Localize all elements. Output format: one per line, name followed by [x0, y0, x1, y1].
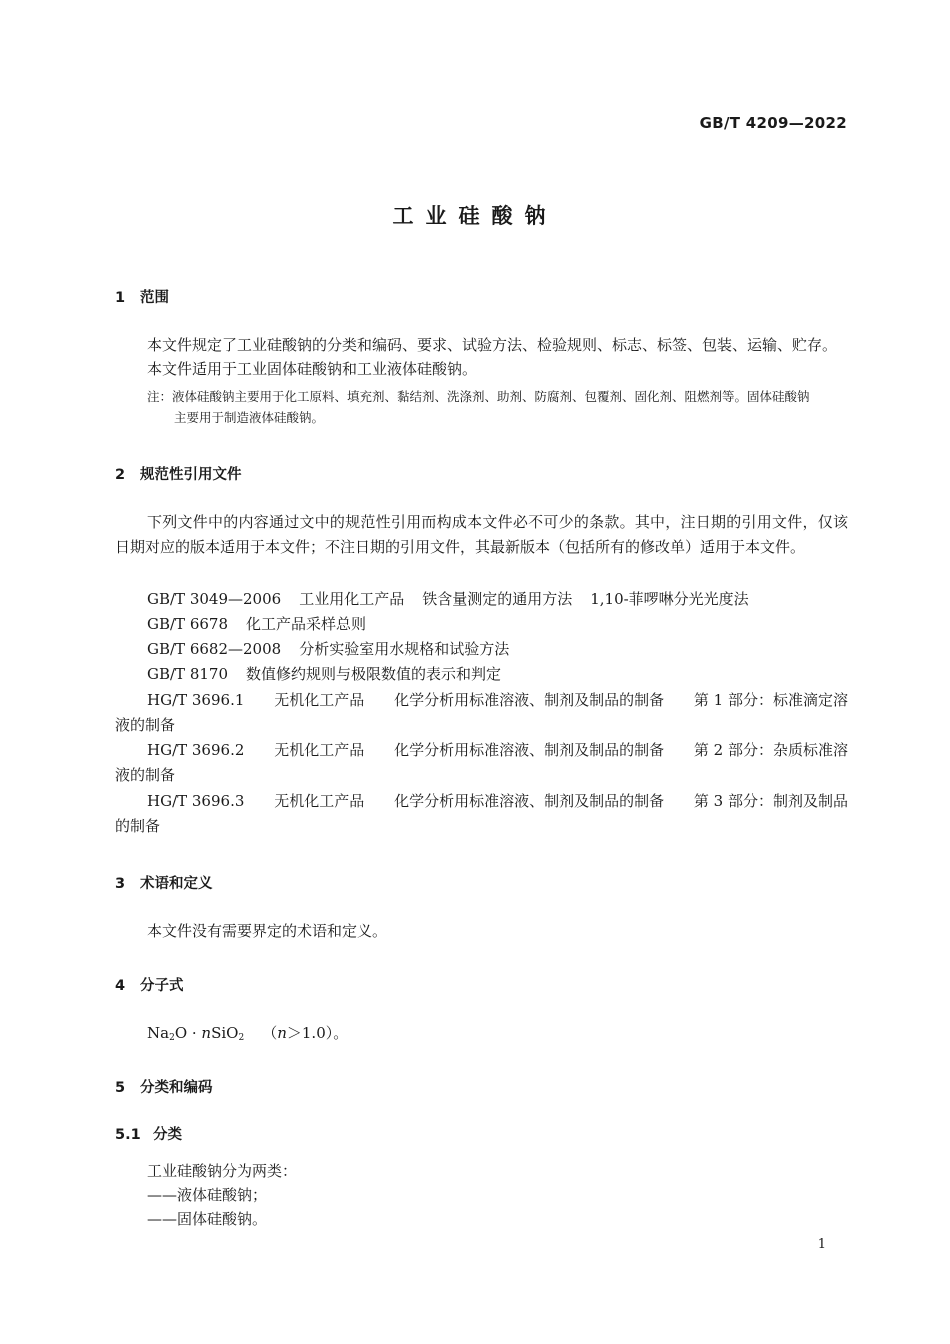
formula-part: O ·: [174, 1024, 202, 1042]
scope-paragraph-2: 本文件适用于工业固体硅酸钠和工业液体硅酸钠。: [147, 360, 478, 378]
section-1-heading: [115, 286, 169, 307]
formula-subscript: 2: [238, 1033, 245, 1043]
list-item: ——固体硅酸钠。: [147, 1210, 268, 1228]
reference-code: HG/T 3696.3: [147, 792, 245, 810]
reference-item: [115, 662, 848, 687]
formula-part: SiO: [211, 1024, 239, 1042]
subsection-title: 分类: [153, 1127, 182, 1143]
section-title: 规范性引用文件: [140, 467, 242, 483]
reference-title: 铁含量测定的通用方法: [422, 590, 573, 608]
section-4-heading: [115, 974, 184, 995]
reference-continuation: 液的制备: [115, 766, 176, 784]
formula-subscript: 2: [169, 1033, 175, 1043]
list-item: ——液体硅酸钠；: [147, 1186, 268, 1204]
reference-code: GB/T 6678: [147, 615, 229, 633]
formula-part: Na: [147, 1024, 170, 1042]
reference-continuation: 液的制备: [115, 716, 176, 734]
standard-number: GB/T 4209—2022: [699, 114, 847, 132]
note-text-line-2: 主要用于制造液体硅酸钠。: [174, 410, 325, 425]
reference-title: 数值修约规则与极限数值的表示和判定: [246, 665, 502, 683]
reference-title: 化学分析用标准溶液、制剂及制品的制备: [394, 792, 665, 810]
subsection-5-1-heading: [115, 1123, 182, 1144]
section-number: 5: [115, 1080, 126, 1096]
section-2-heading: [115, 463, 242, 484]
reference-title: 无机化工产品: [274, 741, 365, 759]
formula-variable: n: [277, 1024, 287, 1042]
reference-title: 化学分析用标准溶液、制剂及制品的制备: [394, 691, 665, 709]
section-number: 2: [115, 467, 126, 483]
reference-item: [115, 738, 848, 788]
reference-title: 分析实验室用水规格和试验方法: [299, 640, 510, 658]
section-title: 范围: [140, 290, 169, 306]
reference-title: 第 3 部分：制剂及制品: [693, 792, 848, 810]
section-number: 1: [115, 290, 126, 306]
reference-item: [115, 789, 848, 839]
references-intro: 下列文件中的内容通过文中的规范性引用而构成本文件必不可少的条款。其中，注日期的引用文件，仅该日期对应的版本适用于本文件；不注日期的引用文件，其最新版本（包括所有的修改单）适用于本文件。: [115, 513, 848, 556]
note-label: 注：: [147, 389, 173, 404]
reference-item: [115, 612, 848, 637]
reference-code: HG/T 3696.1: [147, 691, 245, 709]
molecular-formula: [147, 1021, 348, 1050]
formula-variable: n: [201, 1024, 212, 1042]
reference-title: 第 2 部分：杂质标准溶: [693, 741, 848, 759]
reference-title: 1,10-菲啰啉分光光度法: [590, 590, 749, 608]
reference-code: HG/T 3696.2: [147, 741, 245, 759]
scope-paragraph-1: 本文件规定了工业硅酸钠的分类和编码、要求、试验方法、检验规则、标志、标签、包装、运输、贮存。: [147, 336, 838, 354]
reference-title: 第 1 部分：标准滴定溶: [693, 691, 848, 709]
page-number: 1: [817, 1237, 826, 1252]
section-title: 分类和编码: [140, 1080, 213, 1096]
reference-title: 工业用化工产品: [299, 590, 405, 608]
section-title: 术语和定义: [140, 876, 213, 892]
section-3-heading: [115, 872, 213, 893]
section-title: 分子式: [140, 978, 184, 994]
reference-continuation: 的制备: [115, 817, 161, 835]
reference-code: GB/T 3049—2006: [147, 590, 282, 608]
scope-note: [147, 386, 848, 428]
formula-condition: ＞1.0）。: [286, 1024, 349, 1042]
reference-item: [115, 587, 848, 612]
reference-title: 无机化工产品: [274, 792, 365, 810]
section-5-heading: [115, 1076, 213, 1097]
section-number: 4: [115, 978, 126, 994]
section-number: 3: [115, 876, 126, 892]
reference-code: GB/T 6682—2008: [147, 640, 282, 658]
reference-title: 无机化工产品: [274, 691, 365, 709]
reference-title: 化学分析用标准溶液、制剂及制品的制备: [394, 741, 665, 759]
document-title: 工业硅酸钠: [392, 204, 558, 228]
formula-condition: （: [262, 1024, 278, 1042]
reference-item: [115, 637, 848, 662]
reference-code: GB/T 8170: [147, 665, 229, 683]
note-text-line-1: 液体硅酸钠主要用于化工原料、填充剂、黏结剂、洗涤剂、助剂、防腐剂、包覆剂、固化剂、阻燃剂等。固体硅酸钠: [172, 389, 810, 404]
terms-paragraph: 本文件没有需要界定的术语和定义。: [147, 922, 388, 940]
reference-title: 化工产品采样总则: [246, 615, 367, 633]
reference-item: [115, 688, 848, 738]
classification-intro: 工业硅酸钠分为两类：: [147, 1162, 298, 1180]
subsection-number: 5.1: [115, 1127, 141, 1143]
